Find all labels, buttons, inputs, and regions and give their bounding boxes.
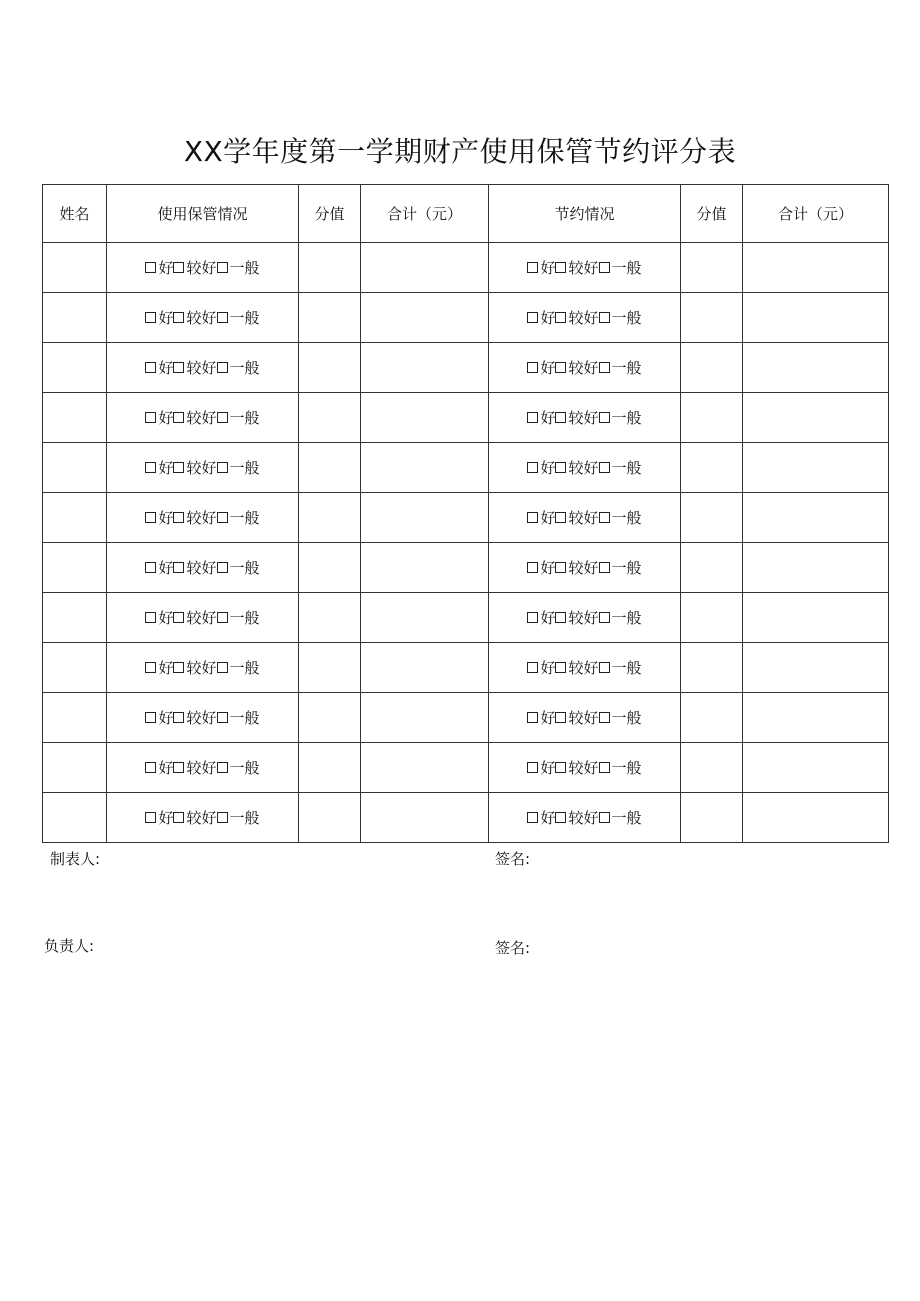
name-cell[interactable] — [43, 643, 107, 693]
rating-option-label: 较好 — [186, 409, 217, 427]
checkbox-saving-1[interactable] — [555, 512, 566, 523]
saving-options-cell — [489, 743, 681, 793]
usage-score-cell[interactable] — [299, 243, 361, 293]
rating-option-label: 好 — [158, 509, 174, 527]
checkbox-saving-1[interactable] — [555, 362, 566, 373]
name-cell[interactable] — [43, 343, 107, 393]
usage-care-options-cell — [107, 793, 299, 843]
checkbox-usage-care-2[interactable] — [217, 712, 228, 723]
usage-total-cell[interactable] — [361, 593, 489, 643]
rating-option-label: 好 — [158, 559, 174, 577]
checkbox-saving-2[interactable] — [599, 312, 610, 323]
usage-care-rating-group — [145, 807, 259, 828]
saving-score-cell[interactable] — [681, 293, 743, 343]
rating-option-label: 较好 — [186, 609, 217, 627]
usage-care-options-cell — [107, 293, 299, 343]
name-cell[interactable] — [43, 793, 107, 843]
usage-score-cell[interactable] — [299, 443, 361, 493]
checkbox-usage-care-0[interactable] — [145, 612, 156, 623]
saving-options-cell — [489, 243, 681, 293]
checkbox-usage-care-1[interactable] — [173, 262, 184, 273]
rating-option-label: 一般 — [229, 759, 260, 777]
rating-option-label: 一般 — [611, 559, 642, 577]
table-row — [43, 243, 889, 293]
rating-option-label: 好 — [158, 359, 174, 377]
saving-score-cell[interactable] — [681, 543, 743, 593]
table-row — [43, 543, 889, 593]
name-cell[interactable] — [43, 493, 107, 543]
usage-care-rating-group — [145, 507, 259, 528]
rating-option-label: 一般 — [611, 809, 642, 827]
rating-option-label: 一般 — [611, 359, 642, 377]
saving-score-cell[interactable] — [681, 243, 743, 293]
checkbox-usage-care-1[interactable] — [173, 362, 184, 373]
checkbox-saving-2[interactable] — [599, 362, 610, 373]
rating-option-label: 一般 — [611, 509, 642, 527]
rating-option-label: 较好 — [568, 259, 599, 277]
saving-score-cell[interactable] — [681, 343, 743, 393]
usage-score-cell[interactable] — [299, 543, 361, 593]
saving-total-cell[interactable] — [743, 243, 889, 293]
usage-total-cell[interactable] — [361, 443, 489, 493]
table-row — [43, 693, 889, 743]
name-cell[interactable] — [43, 593, 107, 643]
checkbox-saving-0[interactable] — [527, 412, 538, 423]
name-cell[interactable] — [43, 393, 107, 443]
header-saving: 节约情况 — [489, 185, 681, 243]
checkbox-saving-2[interactable] — [599, 712, 610, 723]
checkbox-saving-0[interactable] — [527, 262, 538, 273]
checkbox-usage-care-1[interactable] — [173, 512, 184, 523]
rating-option-label: 一般 — [611, 659, 642, 677]
rating-option-label: 一般 — [229, 559, 260, 577]
checkbox-usage-care-2[interactable] — [217, 462, 228, 473]
usage-score-cell[interactable] — [299, 343, 361, 393]
saving-rating-group — [527, 307, 641, 328]
checkbox-usage-care-2[interactable] — [217, 362, 228, 373]
table-row — [43, 793, 889, 843]
saving-score-cell[interactable] — [681, 443, 743, 493]
saving-options-cell — [489, 793, 681, 843]
usage-score-cell[interactable] — [299, 743, 361, 793]
responsible-label: 负责人: — [44, 937, 95, 955]
rating-option-label: 一般 — [611, 759, 642, 777]
checkbox-saving-1[interactable] — [555, 762, 566, 773]
checkbox-usage-care-0[interactable] — [145, 562, 156, 573]
header-score-1: 分值 — [299, 185, 361, 243]
saving-score-cell[interactable] — [681, 793, 743, 843]
rating-option-label: 好 — [158, 459, 174, 477]
checkbox-usage-care-1[interactable] — [173, 462, 184, 473]
saving-total-cell[interactable] — [743, 793, 889, 843]
rating-option-label: 好 — [158, 709, 174, 727]
usage-care-rating-group — [145, 657, 259, 678]
usage-care-rating-group — [145, 557, 259, 578]
saving-total-cell[interactable] — [743, 443, 889, 493]
checkbox-saving-0[interactable] — [527, 662, 538, 673]
usage-care-rating-group — [145, 707, 259, 728]
rating-option-label: 好 — [540, 359, 556, 377]
checkbox-usage-care-0[interactable] — [145, 712, 156, 723]
saving-options-cell — [489, 493, 681, 543]
header-total-2: 合计（元） — [743, 185, 889, 243]
preparer-sign-label: 签名: — [495, 850, 531, 868]
usage-total-cell[interactable] — [361, 743, 489, 793]
saving-rating-group — [527, 707, 641, 728]
table-row — [43, 743, 889, 793]
checkbox-saving-0[interactable] — [527, 362, 538, 373]
header-usage-care: 使用保管情况 — [107, 185, 299, 243]
usage-care-rating-group — [145, 257, 259, 278]
checkbox-usage-care-1[interactable] — [173, 612, 184, 623]
checkbox-saving-2[interactable] — [599, 612, 610, 623]
name-cell[interactable] — [43, 543, 107, 593]
rating-option-label: 较好 — [186, 809, 217, 827]
checkbox-saving-1[interactable] — [555, 312, 566, 323]
checkbox-saving-1[interactable] — [555, 462, 566, 473]
rating-option-label: 一般 — [611, 409, 642, 427]
checkbox-saving-1[interactable] — [555, 812, 566, 823]
saving-options-cell — [489, 443, 681, 493]
saving-score-cell[interactable] — [681, 493, 743, 543]
saving-rating-group — [527, 357, 641, 378]
saving-total-cell[interactable] — [743, 743, 889, 793]
usage-care-options-cell — [107, 443, 299, 493]
checkbox-usage-care-2[interactable] — [217, 512, 228, 523]
checkbox-usage-care-1[interactable] — [173, 762, 184, 773]
rating-option-label: 一般 — [229, 409, 260, 427]
rating-option-label: 好 — [540, 759, 556, 777]
checkbox-usage-care-0[interactable] — [145, 812, 156, 823]
saving-total-cell[interactable] — [743, 543, 889, 593]
rating-option-label: 好 — [540, 809, 556, 827]
checkbox-usage-care-0[interactable] — [145, 262, 156, 273]
saving-options-cell — [489, 643, 681, 693]
checkbox-saving-0[interactable] — [527, 762, 538, 773]
usage-total-cell[interactable] — [361, 693, 489, 743]
checkbox-usage-care-1[interactable] — [173, 662, 184, 673]
table-row — [43, 493, 889, 543]
saving-options-cell — [489, 693, 681, 743]
rating-option-label: 一般 — [611, 259, 642, 277]
checkbox-usage-care-2[interactable] — [217, 262, 228, 273]
name-cell[interactable] — [43, 443, 107, 493]
name-cell[interactable] — [43, 243, 107, 293]
rating-option-label: 好 — [158, 409, 174, 427]
saving-total-cell[interactable] — [743, 393, 889, 443]
table-row — [43, 293, 889, 343]
rating-option-label: 一般 — [229, 809, 260, 827]
usage-score-cell[interactable] — [299, 693, 361, 743]
checkbox-usage-care-2[interactable] — [217, 762, 228, 773]
checkbox-usage-care-0[interactable] — [145, 662, 156, 673]
saving-total-cell[interactable] — [743, 593, 889, 643]
checkbox-saving-2[interactable] — [599, 562, 610, 573]
name-cell[interactable] — [43, 693, 107, 743]
rating-option-label: 较好 — [186, 759, 217, 777]
usage-care-options-cell — [107, 543, 299, 593]
rating-option-label: 一般 — [611, 609, 642, 627]
rating-option-label: 好 — [540, 709, 556, 727]
usage-total-cell[interactable] — [361, 493, 489, 543]
usage-total-cell[interactable] — [361, 243, 489, 293]
checkbox-saving-2[interactable] — [599, 262, 610, 273]
checkbox-saving-2[interactable] — [599, 812, 610, 823]
saving-score-cell[interactable] — [681, 643, 743, 693]
saving-score-cell[interactable] — [681, 743, 743, 793]
header-score-2: 分值 — [681, 185, 743, 243]
rating-option-label: 较好 — [186, 659, 217, 677]
rating-option-label: 一般 — [229, 309, 260, 327]
rating-option-label: 一般 — [229, 359, 260, 377]
rating-option-label: 好 — [158, 259, 174, 277]
rating-option-label: 好 — [540, 409, 556, 427]
usage-care-options-cell — [107, 343, 299, 393]
usage-care-options-cell — [107, 243, 299, 293]
rating-option-label: 好 — [540, 309, 556, 327]
checkbox-saving-1[interactable] — [555, 262, 566, 273]
saving-score-cell[interactable] — [681, 593, 743, 643]
saving-rating-group — [527, 257, 641, 278]
checkbox-saving-2[interactable] — [599, 662, 610, 673]
checkbox-saving-0[interactable] — [527, 462, 538, 473]
usage-total-cell[interactable] — [361, 293, 489, 343]
saving-options-cell — [489, 293, 681, 343]
rating-option-label: 一般 — [229, 509, 260, 527]
usage-total-cell[interactable] — [361, 793, 489, 843]
rating-option-label: 较好 — [568, 709, 599, 727]
rating-option-label: 较好 — [568, 759, 599, 777]
usage-care-rating-group — [145, 307, 259, 328]
rating-option-label: 较好 — [186, 509, 217, 527]
header-name: 姓名 — [43, 185, 107, 243]
checkbox-usage-care-2[interactable] — [217, 612, 228, 623]
usage-care-rating-group — [145, 357, 259, 378]
usage-care-rating-group — [145, 407, 259, 428]
table-row — [43, 343, 889, 393]
usage-care-options-cell — [107, 493, 299, 543]
checkbox-saving-1[interactable] — [555, 412, 566, 423]
usage-score-cell[interactable] — [299, 643, 361, 693]
saving-rating-group — [527, 557, 641, 578]
checkbox-usage-care-2[interactable] — [217, 812, 228, 823]
name-cell[interactable] — [43, 743, 107, 793]
saving-options-cell — [489, 543, 681, 593]
rating-option-label: 好 — [540, 509, 556, 527]
rating-option-label: 较好 — [186, 709, 217, 727]
header-total-1: 合计（元） — [361, 185, 489, 243]
checkbox-usage-care-0[interactable] — [145, 412, 156, 423]
rating-option-label: 较好 — [568, 509, 599, 527]
usage-care-rating-group — [145, 607, 259, 628]
rating-option-label: 较好 — [568, 659, 599, 677]
rating-option-label: 好 — [158, 809, 174, 827]
saving-rating-group — [527, 607, 641, 628]
checkbox-usage-care-0[interactable] — [145, 762, 156, 773]
saving-options-cell — [489, 343, 681, 393]
saving-total-cell[interactable] — [743, 493, 889, 543]
rating-option-label: 一般 — [611, 709, 642, 727]
saving-total-cell[interactable] — [743, 293, 889, 343]
saving-rating-group — [527, 407, 641, 428]
usage-care-options-cell — [107, 393, 299, 443]
rating-option-label: 好 — [540, 559, 556, 577]
checkbox-usage-care-1[interactable] — [173, 712, 184, 723]
checkbox-usage-care-0[interactable] — [145, 362, 156, 373]
checkbox-saving-2[interactable] — [599, 512, 610, 523]
preparer-label: 制表人: — [50, 850, 101, 868]
rating-option-label: 一般 — [229, 259, 260, 277]
rating-option-label: 好 — [158, 759, 174, 777]
saving-rating-group — [527, 657, 641, 678]
rating-option-label: 好 — [540, 659, 556, 677]
checkbox-usage-care-0[interactable] — [145, 462, 156, 473]
rating-option-label: 较好 — [568, 459, 599, 477]
checkbox-usage-care-2[interactable] — [217, 562, 228, 573]
rating-option-label: 较好 — [568, 559, 599, 577]
checkbox-saving-0[interactable] — [527, 712, 538, 723]
table-row — [43, 643, 889, 693]
rating-option-label: 好 — [158, 659, 174, 677]
usage-score-cell[interactable] — [299, 293, 361, 343]
table-row — [43, 443, 889, 493]
checkbox-usage-care-0[interactable] — [145, 512, 156, 523]
rating-option-label: 较好 — [568, 809, 599, 827]
usage-score-cell[interactable] — [299, 593, 361, 643]
saving-score-cell[interactable] — [681, 693, 743, 743]
checkbox-saving-2[interactable] — [599, 412, 610, 423]
saving-total-cell[interactable] — [743, 693, 889, 743]
checkbox-saving-2[interactable] — [599, 462, 610, 473]
checkbox-usage-care-2[interactable] — [217, 312, 228, 323]
rating-option-label: 好 — [540, 459, 556, 477]
saving-rating-group — [527, 807, 641, 828]
checkbox-usage-care-2[interactable] — [217, 662, 228, 673]
rating-option-label: 一般 — [229, 659, 260, 677]
rating-option-label: 较好 — [186, 559, 217, 577]
header-row — [43, 185, 889, 243]
usage-care-options-cell — [107, 593, 299, 643]
usage-total-cell[interactable] — [361, 543, 489, 593]
checkbox-saving-1[interactable] — [555, 712, 566, 723]
rating-option-label: 一般 — [229, 459, 260, 477]
saving-score-cell[interactable] — [681, 393, 743, 443]
checkbox-usage-care-1[interactable] — [173, 412, 184, 423]
table-row — [43, 393, 889, 443]
checkbox-usage-care-1[interactable] — [173, 312, 184, 323]
table-row — [43, 593, 889, 643]
checkbox-usage-care-1[interactable] — [173, 562, 184, 573]
rating-option-label: 好 — [540, 609, 556, 627]
rating-option-label: 较好 — [186, 259, 217, 277]
rating-option-label: 一般 — [611, 459, 642, 477]
saving-rating-group — [527, 507, 641, 528]
usage-score-cell[interactable] — [299, 493, 361, 543]
usage-care-options-cell — [107, 743, 299, 793]
usage-total-cell[interactable] — [361, 343, 489, 393]
usage-care-options-cell — [107, 643, 299, 693]
page-title: XX学年度第一学期财产使用保管节约评分表 — [183, 135, 737, 168]
checkbox-saving-0[interactable] — [527, 612, 538, 623]
rating-option-label: 好 — [540, 259, 556, 277]
checkbox-saving-1[interactable] — [555, 612, 566, 623]
saving-rating-group — [527, 757, 641, 778]
rating-option-label: 一般 — [611, 309, 642, 327]
checkbox-saving-1[interactable] — [555, 562, 566, 573]
rating-option-label: 较好 — [568, 309, 599, 327]
rating-option-label: 较好 — [186, 459, 217, 477]
rating-option-label: 较好 — [186, 309, 217, 327]
checkbox-saving-0[interactable] — [527, 562, 538, 573]
checkbox-usage-care-0[interactable] — [145, 312, 156, 323]
saving-rating-group — [527, 457, 641, 478]
saving-options-cell — [489, 593, 681, 643]
rating-option-label: 较好 — [568, 409, 599, 427]
saving-total-cell[interactable] — [743, 343, 889, 393]
checkbox-saving-0[interactable] — [527, 312, 538, 323]
name-cell[interactable] — [43, 293, 107, 343]
usage-score-cell[interactable] — [299, 793, 361, 843]
usage-care-options-cell — [107, 693, 299, 743]
rating-option-label: 一般 — [229, 709, 260, 727]
rating-option-label: 好 — [158, 609, 174, 627]
usage-score-cell[interactable] — [299, 393, 361, 443]
rating-option-label: 较好 — [568, 359, 599, 377]
checkbox-saving-0[interactable] — [527, 512, 538, 523]
responsible-sign-label: 签名: — [495, 939, 531, 957]
rating-option-label: 较好 — [186, 359, 217, 377]
score-table — [42, 184, 889, 843]
rating-option-label: 较好 — [568, 609, 599, 627]
saving-options-cell — [489, 393, 681, 443]
usage-total-cell[interactable] — [361, 643, 489, 693]
checkbox-saving-1[interactable] — [555, 662, 566, 673]
rating-option-label: 好 — [158, 309, 174, 327]
checkbox-saving-0[interactable] — [527, 812, 538, 823]
rating-option-label: 一般 — [229, 609, 260, 627]
usage-care-rating-group — [145, 457, 259, 478]
checkbox-usage-care-2[interactable] — [217, 412, 228, 423]
usage-care-rating-group — [145, 757, 259, 778]
saving-total-cell[interactable] — [743, 643, 889, 693]
usage-total-cell[interactable] — [361, 393, 489, 443]
checkbox-saving-2[interactable] — [599, 762, 610, 773]
checkbox-usage-care-1[interactable] — [173, 812, 184, 823]
